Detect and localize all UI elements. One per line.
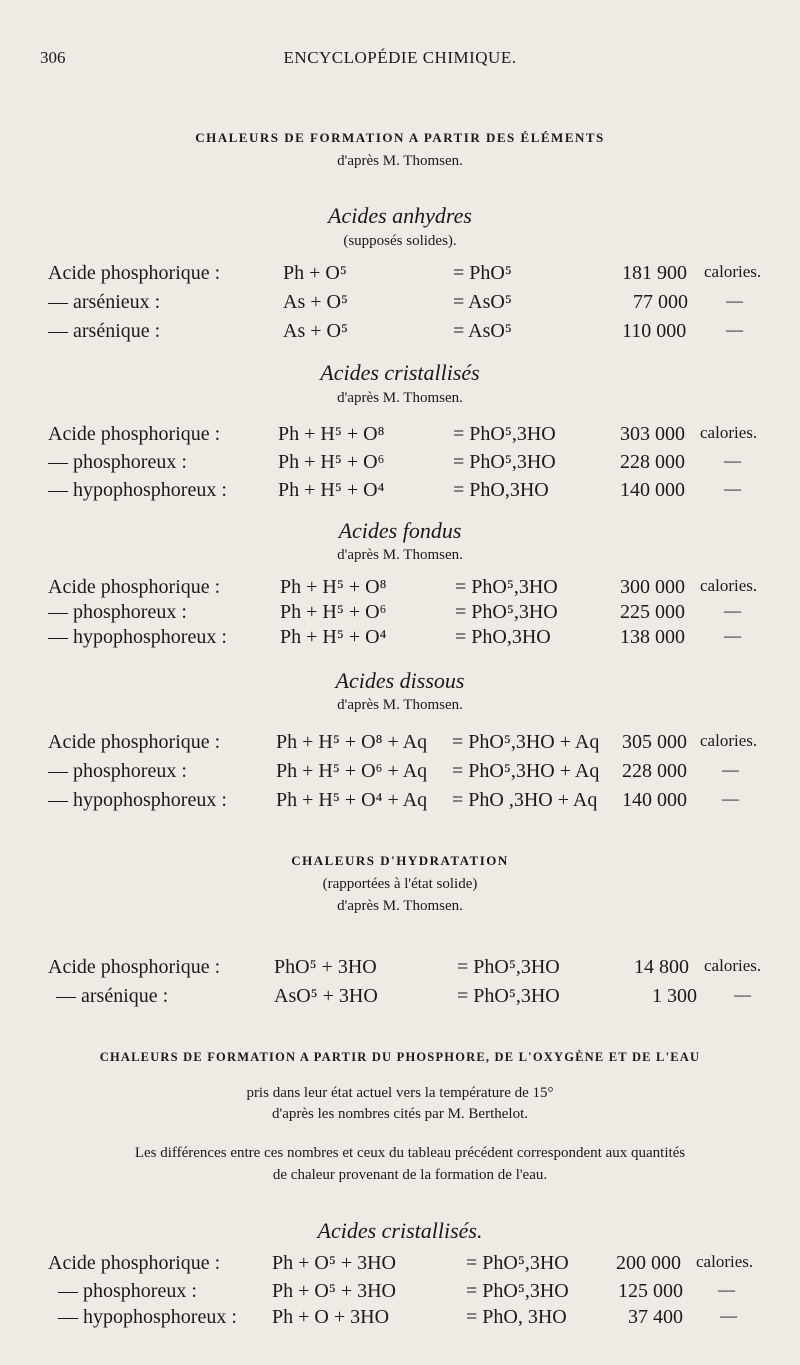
reactants: Ph + H⁵ + O⁶ + Aq bbox=[276, 760, 428, 782]
reactants: As + O⁵ bbox=[283, 291, 348, 313]
table-row bbox=[0, 956, 800, 986]
group-title: Acides cristallisés bbox=[320, 360, 480, 385]
reactants: Ph + H⁵ + O⁴ bbox=[280, 626, 387, 648]
product: = PhO⁵,3HO bbox=[466, 1280, 569, 1302]
group-subtitle: (supposés solides). bbox=[343, 233, 457, 249]
group-title: Acides cristallisés. bbox=[317, 1218, 483, 1243]
acid-name: — hypophosphoreux : bbox=[48, 626, 227, 648]
product: = AsO⁵ bbox=[453, 291, 512, 313]
table-row bbox=[0, 985, 800, 1015]
heat-value: 110 000 bbox=[622, 320, 687, 342]
group-subtitle: d'après M. Thomsen. bbox=[337, 697, 463, 713]
reactants: Ph + O⁵ bbox=[283, 262, 347, 284]
product: = PhO⁵,3HO bbox=[466, 1252, 569, 1274]
section2-subtitle: (rapportées à l'état solide) bbox=[322, 876, 478, 892]
acid-name: Acide phosphorique : bbox=[48, 576, 221, 598]
reactants: Ph + H⁵ + O⁸ bbox=[278, 423, 385, 445]
heat-value: 303 000 bbox=[620, 423, 685, 445]
section1-byline: d'après M. Thomsen. bbox=[337, 153, 463, 169]
acid-name: — arsénieux : bbox=[48, 291, 161, 313]
table-row bbox=[0, 626, 800, 656]
reactants: Ph + O⁵ + 3HO bbox=[272, 1252, 396, 1274]
heat-unit: — bbox=[722, 760, 739, 779]
group-title: Acides fondus bbox=[338, 518, 462, 543]
table-row bbox=[0, 479, 800, 509]
table-row bbox=[0, 291, 800, 321]
table-row bbox=[0, 1252, 800, 1282]
heat-value: 225 000 bbox=[620, 601, 685, 623]
heat-value: 125 000 bbox=[618, 1280, 683, 1302]
group-title: Acides dissous bbox=[335, 668, 465, 693]
heat-unit: — bbox=[724, 626, 741, 645]
heat-unit: — bbox=[724, 451, 741, 470]
acid-name: Acide phosphorique : bbox=[48, 423, 221, 445]
heat-value: 140 000 bbox=[622, 789, 687, 811]
acid-name: Acide phosphorique : bbox=[48, 731, 221, 753]
running-title: ENCYCLOPÉDIE CHIMIQUE. bbox=[283, 48, 517, 67]
heat-unit: — bbox=[726, 291, 743, 310]
heat-value: 300 000 bbox=[620, 576, 685, 598]
product: = PhO,3HO bbox=[455, 626, 551, 648]
reactants: Ph + O⁵ + 3HO bbox=[272, 1280, 396, 1302]
product: = PhO⁵,3HO bbox=[453, 451, 556, 473]
acid-name: — phosphoreux : bbox=[48, 451, 187, 473]
heat-unit: calories. bbox=[700, 576, 758, 595]
heat-unit: — bbox=[722, 789, 739, 808]
reactants: Ph + O + 3HO bbox=[272, 1306, 390, 1328]
reactants: Ph + H⁵ + O⁴ + Aq bbox=[276, 789, 428, 811]
heat-value: 1 300 bbox=[652, 985, 697, 1007]
section1-heading: CHALEURS DE FORMATION A PARTIR DES ÉLÉMENTS bbox=[195, 130, 605, 145]
table-row bbox=[0, 320, 800, 350]
table-row bbox=[0, 789, 800, 819]
product: = PhO⁵,3HO bbox=[457, 956, 560, 978]
heat-value: 200 000 bbox=[616, 1252, 681, 1274]
product: = PhO⁵ bbox=[453, 262, 512, 284]
acid-name: — hypophosphoreux : bbox=[48, 789, 227, 811]
acid-name: Acide phosphorique : bbox=[48, 1252, 221, 1274]
heat-unit: — bbox=[720, 1306, 737, 1325]
table-row bbox=[0, 760, 800, 790]
reactants: Ph + H⁵ + O⁴ bbox=[278, 479, 385, 501]
heat-unit: — bbox=[734, 985, 751, 1004]
product: = PhO ,3HO + Aq bbox=[452, 789, 598, 811]
acid-name: — hypophosphoreux : bbox=[58, 1306, 237, 1328]
group-subtitle: d'après M. Thomsen. bbox=[337, 547, 463, 563]
acid-name: Acide phosphorique : bbox=[48, 956, 221, 978]
page-number: 306 bbox=[40, 48, 66, 67]
acid-name: — phosphoreux : bbox=[48, 760, 187, 782]
heat-unit: calories. bbox=[696, 1252, 754, 1271]
heat-unit: calories. bbox=[704, 262, 762, 281]
heat-value: 37 400 bbox=[628, 1306, 683, 1328]
product: = PhO⁵,3HO + Aq bbox=[452, 760, 600, 782]
heat-value: 140 000 bbox=[620, 479, 685, 501]
section2-byline: d'après M. Thomsen. bbox=[337, 898, 463, 914]
reactants: Ph + H⁵ + O⁶ bbox=[278, 451, 385, 473]
product: = AsO⁵ bbox=[453, 320, 512, 342]
heat-value: 181 900 bbox=[622, 262, 687, 284]
heat-value: 138 000 bbox=[620, 626, 685, 648]
section3-note-line2: de chaleur provenant de la formation de l'eau. bbox=[272, 1167, 548, 1183]
heat-unit: calories. bbox=[704, 956, 762, 975]
heat-unit: — bbox=[726, 320, 743, 339]
section3-line2: d'après les nombres cités par M. Berthelot. bbox=[272, 1106, 528, 1122]
product: = PhO,3HO bbox=[453, 479, 549, 501]
section3-line1: pris dans leur état actuel vers la température de 15° bbox=[246, 1085, 554, 1101]
group-subtitle: d'après M. Thomsen. bbox=[337, 390, 463, 406]
reactants: AsO⁵ + 3HO bbox=[274, 985, 378, 1007]
heat-value: 77 000 bbox=[633, 291, 688, 313]
product: = PhO⁵,3HO bbox=[457, 985, 560, 1007]
heat-value: 228 000 bbox=[622, 760, 687, 782]
table-row bbox=[0, 423, 800, 453]
product: = PhO, 3HO bbox=[466, 1306, 567, 1328]
product: = PhO⁵,3HO bbox=[455, 576, 558, 598]
table-row bbox=[0, 731, 800, 761]
reactants: Ph + H⁵ + O⁶ bbox=[280, 601, 387, 623]
heat-value: 228 000 bbox=[620, 451, 685, 473]
heat-unit: — bbox=[724, 479, 741, 498]
section3-heading: CHALEURS DE FORMATION A PARTIR DU PHOSPHORE, DE L'OXYGÈNE ET DE L'EAU bbox=[99, 1050, 701, 1064]
table-row bbox=[0, 1306, 800, 1336]
heat-unit: — bbox=[718, 1280, 735, 1299]
acid-name: — phosphoreux : bbox=[58, 1280, 197, 1302]
page-header bbox=[40, 48, 760, 74]
reactants: Ph + H⁵ + O⁸ bbox=[280, 576, 387, 598]
acid-name: Acide phosphorique : bbox=[48, 262, 221, 284]
group-title: Acides anhydres bbox=[328, 203, 472, 228]
reactants: Ph + H⁵ + O⁸ + Aq bbox=[276, 731, 428, 753]
heat-unit: — bbox=[724, 601, 741, 620]
heat-value: 14 800 bbox=[634, 956, 689, 978]
product: = PhO⁵,3HO bbox=[453, 423, 556, 445]
acid-name: — arsénique : bbox=[56, 985, 169, 1007]
acid-name: — arsénique : bbox=[48, 320, 161, 342]
acid-name: — hypophosphoreux : bbox=[48, 479, 227, 501]
acid-name: — phosphoreux : bbox=[48, 601, 187, 623]
table-row bbox=[0, 451, 800, 481]
heat-unit: calories. bbox=[700, 731, 758, 750]
product: = PhO⁵,3HO + Aq bbox=[452, 731, 600, 753]
heat-unit: calories. bbox=[700, 423, 758, 442]
reactants: As + O⁵ bbox=[283, 320, 348, 342]
product: = PhO⁵,3HO bbox=[455, 601, 558, 623]
reactants: PhO⁵ + 3HO bbox=[274, 956, 377, 978]
heat-value: 305 000 bbox=[622, 731, 687, 753]
section3-note-line1: Les différences entre ces nombres et ceux du tableau précédent correspondent aux quantités bbox=[134, 1145, 686, 1161]
section2-heading: CHALEURS D'HYDRATATION bbox=[291, 853, 509, 868]
table-row bbox=[0, 262, 800, 292]
